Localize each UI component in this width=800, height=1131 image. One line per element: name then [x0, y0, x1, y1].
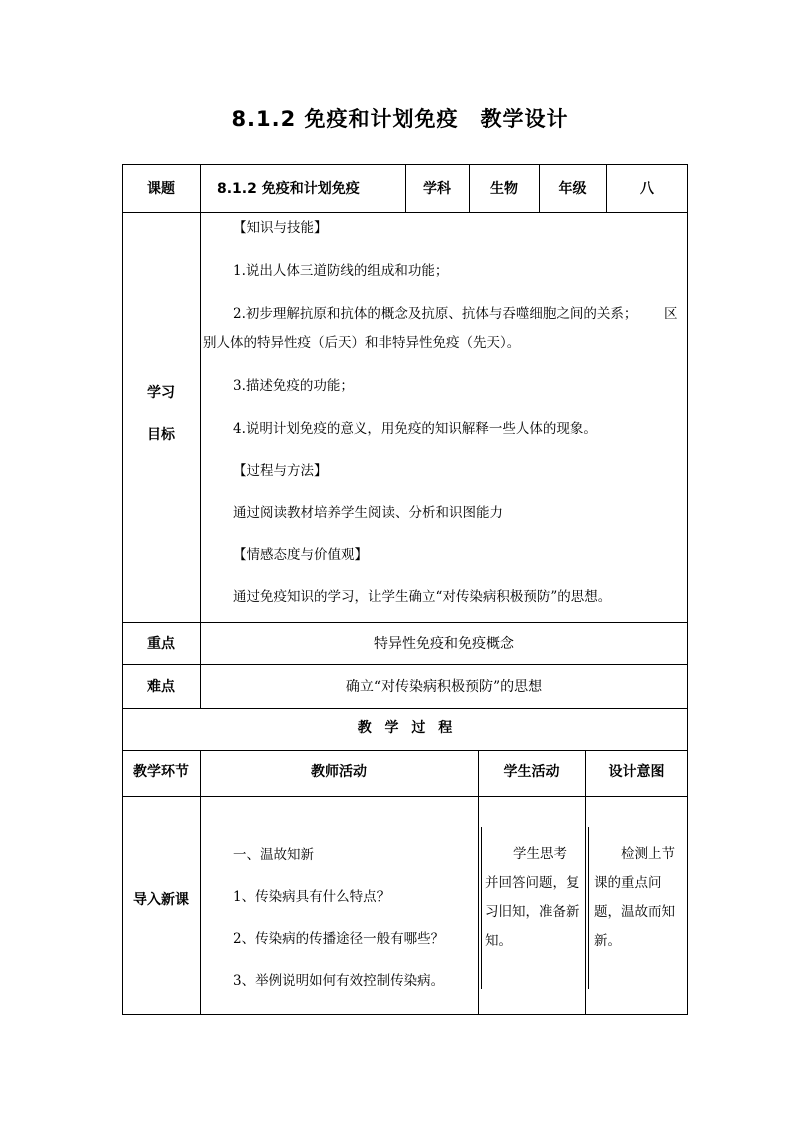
header-intent: 设计意图: [608, 764, 665, 780]
attitude-text: 通过免疫知识的学习，让学生确立“对传染病积极预防”的思想。: [233, 589, 612, 605]
knowledge-heading: 【知识与技能】: [233, 220, 328, 236]
objective-item-3: 3.描述免疫的功能；: [233, 378, 354, 394]
teacher-line-4: 3、举例说明如何有效控制传染病。: [233, 973, 445, 989]
header-teacher: 教师活动: [311, 764, 367, 780]
objectives-label-1: 学习: [147, 385, 175, 401]
teacher-line-1: 一、温故知新: [233, 847, 314, 863]
process-text: 通过阅读教材培养学生阅读、分析和识图能力: [233, 505, 503, 521]
key-point-value: 特异性免疫和免疫概念: [374, 636, 514, 652]
subject-label: 学科: [423, 181, 451, 197]
attitude-heading: 【情感态度与价值观】: [233, 547, 368, 563]
process-heading: 【过程与方法】: [233, 463, 328, 479]
student-line-3: 习旧知，准备新: [485, 904, 580, 920]
objective-item-2: 2.初步理解抗原和抗体的概念及抗原、抗体与吞噬细胞之间的关系；: [233, 306, 638, 322]
grade-value: 八: [640, 181, 654, 197]
teacher-line-2: 1、传染病具有什么特点？: [233, 889, 391, 905]
objective-item-1: 1.说出人体三道防线的组成和功能；: [233, 263, 449, 279]
objective-item-2-wrap: 区: [664, 306, 678, 322]
grade-label: 年级: [558, 181, 587, 197]
intro-stage: 导入新课: [133, 892, 189, 908]
topic-value: 8.1.2 免疫和计划免疫: [217, 181, 360, 197]
key-point-label: 重点: [147, 636, 175, 652]
difficulty-value: 确立“对传染病积极预防”的思想: [345, 679, 543, 695]
objective-item-4: 4.说明计划免疫的意义，用免疫的知识解释一些人体的现象。: [233, 421, 597, 437]
student-line-4: 知。: [485, 933, 512, 949]
student-line-2: 并回答问题，复: [485, 875, 580, 891]
teacher-line-3: 2、传染病的传播途径一般有哪些？: [233, 931, 445, 947]
intent-line-2: 课的重点问: [594, 875, 662, 891]
intent-line-4: 新。: [594, 933, 621, 949]
objective-item-2-cont: 别人体的特异性疫（后天）和非特异性免疫（先天）。: [203, 335, 521, 351]
header-student: 学生活动: [503, 764, 560, 780]
difficulty-label: 难点: [147, 679, 175, 695]
subject-value: 生物: [490, 181, 518, 197]
document-title: 8.1.2 免疫和计划免疫 教学设计: [231, 107, 569, 131]
process-title: 教 学 过 程: [357, 720, 453, 736]
intent-line-1: 检测上节: [621, 846, 675, 862]
header-stage: 教学环节: [133, 764, 189, 780]
student-line-1: 学生思考: [513, 846, 567, 862]
objectives-label-2: 目标: [147, 427, 175, 443]
topic-label: 课题: [147, 181, 175, 197]
intent-line-3: 题，温故而知: [594, 904, 675, 920]
